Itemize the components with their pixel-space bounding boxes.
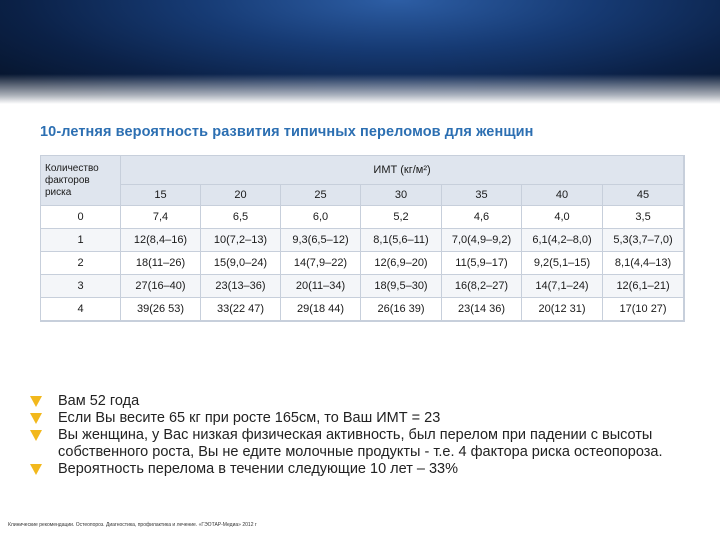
slide-title: 10-летняя вероятность развития типичных переломов для женщин — [40, 124, 534, 140]
bullet-item — [30, 410, 700, 427]
probability-cell: 6,5 — [201, 206, 281, 229]
bmi-column-header: 30 — [361, 185, 442, 206]
probability-cell: 4,6 — [442, 206, 522, 229]
bmi-column-header: 40 — [522, 185, 603, 206]
table-row — [41, 298, 684, 321]
probability-cell: 12(6,1–21) — [603, 275, 684, 298]
bullet-text: Если Вы весите 65 кг при росте 165см, то Ваш ИМТ = 23 — [58, 410, 441, 426]
probability-cell: 5,2 — [361, 206, 442, 229]
probability-cell: 7,4 — [121, 206, 201, 229]
probability-cell: 9,3(6,5–12) — [281, 229, 361, 252]
probability-cell: 14(7,9–22) — [281, 252, 361, 275]
risk-factors-header: Количество факторов риска — [41, 156, 121, 206]
risk-factor-count: 1 — [41, 229, 121, 252]
table-row — [41, 252, 684, 275]
probability-cell: 11(5,9–17) — [442, 252, 522, 275]
bullet-text: Вы женщина, у Вас низкая физическая активность, был перелом при падении с высоты собственного роста, Вы не едите молочные продукты - т.е. 4 фактора риска остеопороза. — [58, 427, 663, 460]
bullet-marker-icon — [30, 396, 42, 407]
fracture-risk-table — [40, 155, 685, 322]
probability-cell: 20(11–34) — [281, 275, 361, 298]
bullet-marker-icon — [30, 413, 42, 424]
probability-cell: 20(12 31) — [522, 298, 603, 321]
probability-cell: 12(8,4–16) — [121, 229, 201, 252]
probability-cell: 12(6,9–20) — [361, 252, 442, 275]
bullet-text: Вероятность перелома в течении следующие 10 лет – 33% — [58, 461, 459, 477]
probability-cell: 6,0 — [281, 206, 361, 229]
bullet-item — [30, 427, 700, 461]
bullet-item — [30, 461, 700, 478]
bmi-column-header: 25 — [281, 185, 361, 206]
probability-cell: 6,1(4,2–8,0) — [522, 229, 603, 252]
probability-cell: 23(14 36) — [442, 298, 522, 321]
probability-cell: 5,3(3,7–7,0) — [603, 229, 684, 252]
bullet-item — [30, 393, 700, 410]
risk-factor-count: 2 — [41, 252, 121, 275]
probability-cell: 15(9,0–24) — [201, 252, 281, 275]
probability-cell: 29(18 44) — [281, 298, 361, 321]
imt-header: ИМТ (кг/м²) — [121, 156, 684, 185]
probability-cell: 10(7,2–13) — [201, 229, 281, 252]
header-banner — [0, 0, 720, 104]
probability-cell: 17(10 27) — [603, 298, 684, 321]
probability-cell: 4,0 — [522, 206, 603, 229]
probability-cell: 16(8,2–27) — [442, 275, 522, 298]
probability-cell: 14(7,1–24) — [522, 275, 603, 298]
bullet-marker-icon — [30, 464, 42, 475]
probability-cell: 18(11–26) — [121, 252, 201, 275]
probability-cell: 23(13–36) — [201, 275, 281, 298]
probability-cell: 26(16 39) — [361, 298, 442, 321]
bmi-column-header: 20 — [201, 185, 281, 206]
source-footnote: Клинические рекомендации. Остеопороз. Диагностика, профилактика и лечение. «ГЭОТАР-Медиа» 2012 г — [8, 522, 257, 528]
table-row — [41, 206, 684, 229]
probability-cell: 8,1(4,4–13) — [603, 252, 684, 275]
probability-cell: 7,0(4,9–9,2) — [442, 229, 522, 252]
table-row — [41, 275, 684, 298]
bmi-column-header: 45 — [603, 185, 684, 206]
bmi-column-header: 35 — [442, 185, 522, 206]
probability-cell: 3,5 — [603, 206, 684, 229]
probability-cell: 27(16–40) — [121, 275, 201, 298]
risk-factor-count: 3 — [41, 275, 121, 298]
probability-cell: 9,2(5,1–15) — [522, 252, 603, 275]
bullet-marker-icon — [30, 430, 42, 441]
risk-factor-count: 4 — [41, 298, 121, 321]
risk-factor-count: 0 — [41, 206, 121, 229]
bullet-list — [30, 393, 700, 478]
bmi-column-header: 15 — [121, 185, 201, 206]
probability-cell: 33(22 47) — [201, 298, 281, 321]
probability-cell: 8,1(5,6–11) — [361, 229, 442, 252]
bullet-text: Вам 52 года — [58, 393, 140, 409]
table-row — [41, 229, 684, 252]
probability-cell: 18(9,5–30) — [361, 275, 442, 298]
probability-cell: 39(26 53) — [121, 298, 201, 321]
